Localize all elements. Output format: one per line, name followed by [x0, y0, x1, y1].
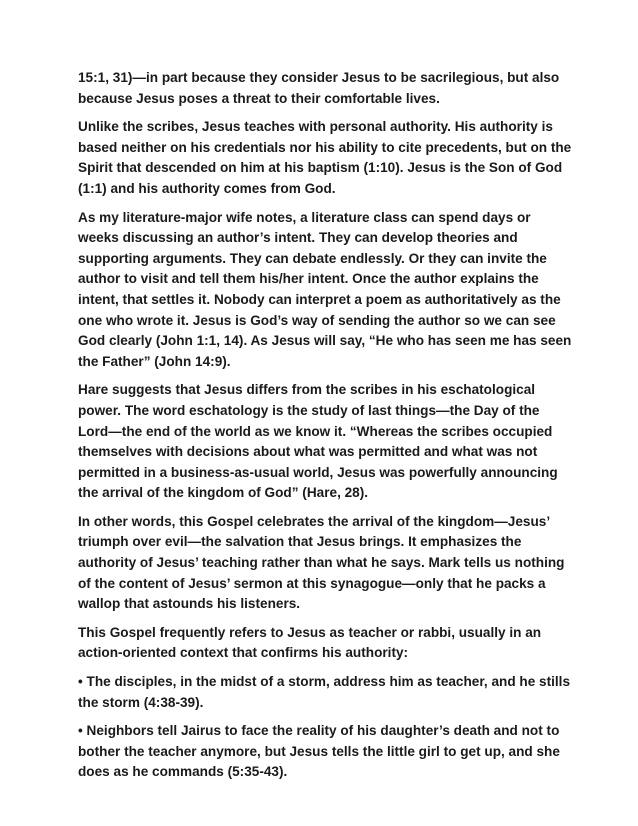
paragraph-author-intent: As my literature-major wife notes, a literature class can spend days or weeks discussing an author’s intent. They can develop theories and supporting arguments. They can debate endlessly. Or they can invite the author to visit and tell them his/her intent. Once the author explains the intent, that settles it. Nobody can interpret a poem as authoritatively as the one who wrote it. Jesus is God’s way of sending the author so we can see God clearly (John 1:1, 14). As Jesus will say, “He who has seen me has seen the Father” (John 14:9).	[78, 209, 572, 369]
bullet-item-jairus: • Neighbors tell Jairus to face the reality of his daughter’s death and not to bother the teacher anymore, but Jesus tells the little girl to get up, and she does as he commands (5:35-43).	[78, 723, 560, 780]
paragraph-teacher-intro: This Gospel frequently refers to Jesus as teacher or rabbi, usually in an action-oriented context that confirms his authority:	[78, 624, 542, 661]
document-page	[78, 68, 572, 791]
bullet-item-storm: • The disciples, in the midst of a storm, address him as teacher, and he stills the storm (4:38-39).	[78, 674, 571, 710]
paragraph-continuation: 15:1, 31)—in part because they consider Jesus to be sacrilegious, but also because Jesus poses a threat to their comfortable lives.	[78, 70, 560, 106]
paragraph-kingdom: In other words, this Gospel celebrates the arrival of the kingdom—Jesus’ triumph over evil—the salvation that Jesus brings. It emphasizes the authority of Jesus’ teaching rather than what he says. Mark tells us nothing of the content of Jesus’ sermon at this synagogue—only that he packs a wallop that astounds his listeners.	[78, 513, 565, 612]
paragraph-eschatology: Hare suggests that Jesus differs from the scribes in his eschatological power. The word eschatology is the study of last things—the Day of the Lord—the end of the world as we know it. “Whereas the scribes occupied themselves with decisions about what was permitted and what was not permitted in a business-as-usual world, Jesus was powerfully announcing the arrival of the kingdom of God” (Hare, 28).	[78, 382, 558, 501]
paragraph-authority: Unlike the scribes, Jesus teaches with personal authority. His authority is based neither on his credentials nor his ability to cite precedents, but on the Spirit that descended on him at his baptism (1:10). Jesus is the Son of God (1:1) and his authority comes from God.	[78, 119, 572, 196]
